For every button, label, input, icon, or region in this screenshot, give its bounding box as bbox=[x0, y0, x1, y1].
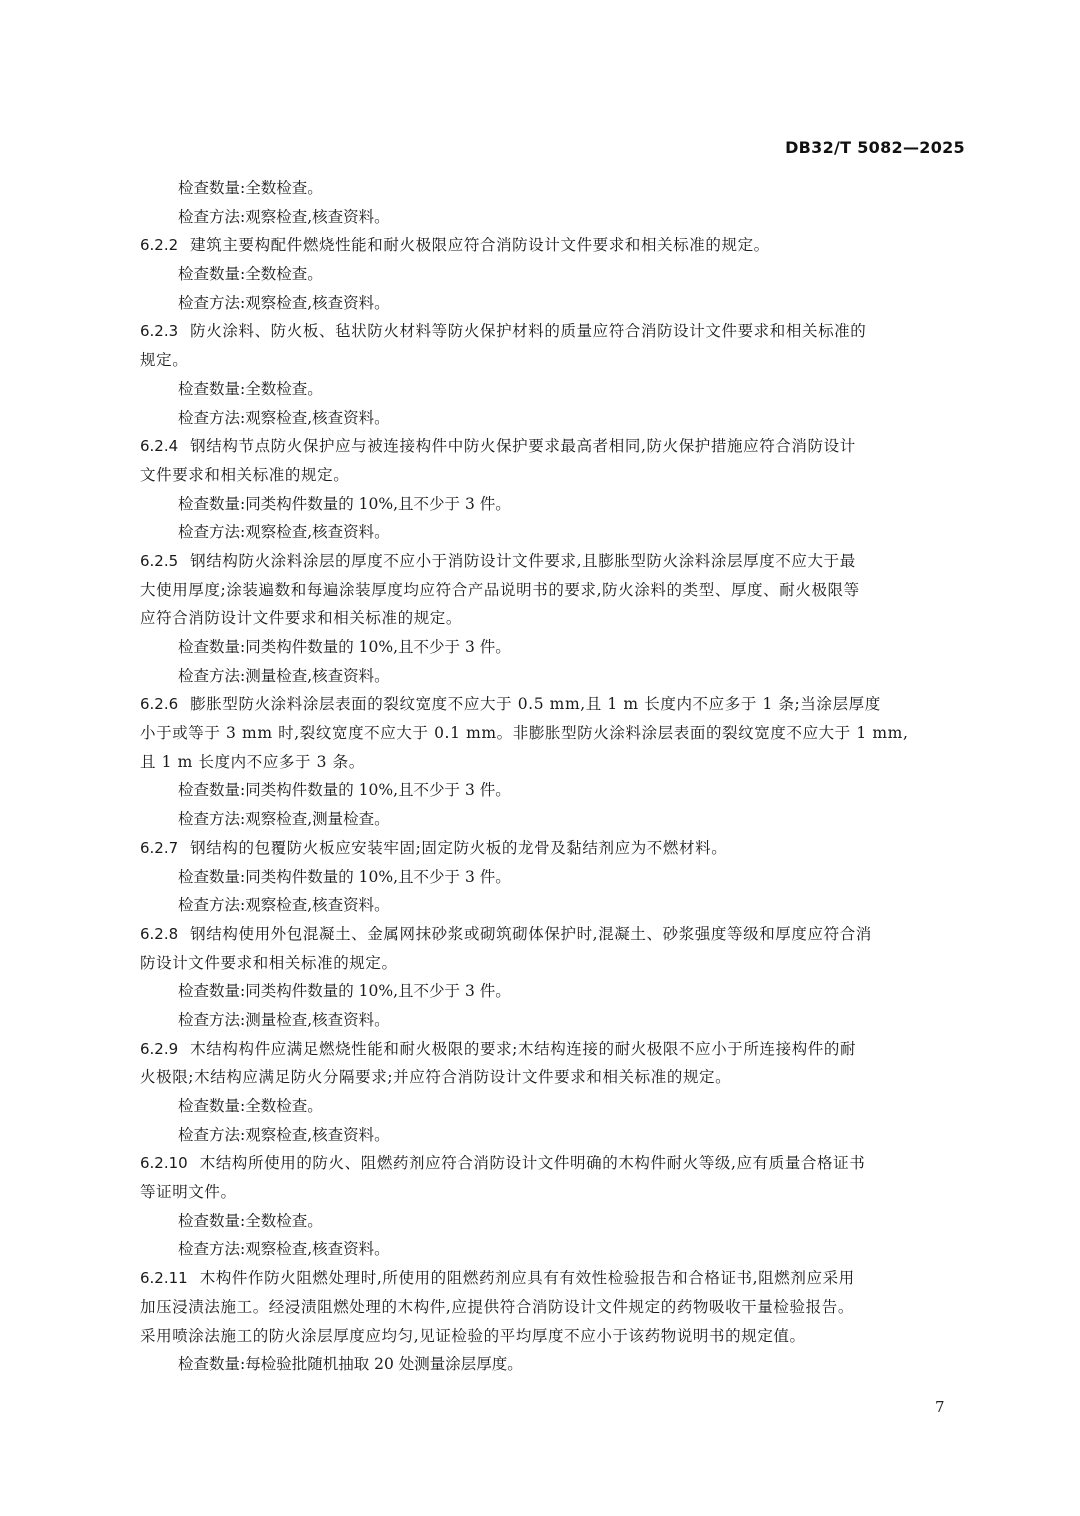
clause-continuation: 防设计文件要求和相关标准的规定。 bbox=[140, 953, 398, 972]
inspection-quantity: 检查数量:同类构件数量的 10%,且不少于 3 件。 bbox=[178, 494, 511, 513]
inspection-method: 检查方法:测量检查,核查资料。 bbox=[178, 666, 390, 685]
inspection-method: 检查方法:观察检查,核查资料。 bbox=[178, 408, 390, 427]
clause-text: 钢结构防火涂料涂层的厚度不应小于消防设计文件要求,且膨胀型防火涂料涂层厚度不应大于最 bbox=[190, 551, 856, 570]
clause-first-line bbox=[140, 1035, 966, 1064]
clause-first-line bbox=[140, 834, 966, 863]
clause-6-2-8 bbox=[140, 920, 966, 1035]
clause-first-line bbox=[140, 317, 966, 346]
clause-continuation: 加压浸渍法施工。经浸渍阻燃处理的木构件,应提供符合消防设计文件规定的药物吸收干量检验报告。 bbox=[140, 1297, 854, 1316]
clause-number: 6.2.2 bbox=[140, 236, 179, 255]
clause-continuation: 文件要求和相关标准的规定。 bbox=[140, 465, 350, 484]
clause-text: 木结构构件应满足燃烧性能和耐火极限的要求;木结构连接的耐火极限不应小于所连接构件的耐 bbox=[190, 1039, 857, 1058]
clause-6-2-9 bbox=[140, 1035, 966, 1150]
clause-continuation: 采用喷涂法施工的防火涂层厚度应均匀,见证检验的平均厚度不应小于该药物说明书的规定值。 bbox=[140, 1326, 806, 1345]
clause-first-line bbox=[140, 231, 966, 260]
clause-continuation: 规定。 bbox=[140, 351, 189, 370]
clause-6-2-7 bbox=[140, 834, 966, 920]
inspection-quantity: 检查数量:每检验批随机抽取 20 处测量涂层厚度。 bbox=[178, 1355, 523, 1374]
inspection-method: 检查方法:观察检查,核查资料。 bbox=[178, 523, 390, 542]
clause-6-2-10 bbox=[140, 1149, 966, 1264]
clause-first-line bbox=[140, 920, 966, 949]
clause-first-line bbox=[140, 547, 966, 576]
clause-6-2-11 bbox=[140, 1264, 966, 1379]
clause-continuation: 且 1 m 长度内不应多于 3 条。 bbox=[140, 752, 365, 771]
clause-number: 6.2.4 bbox=[140, 437, 179, 456]
clause-text: 木构件作防火阻燃处理时,所使用的阻燃药剂应具有有效性检验报告和合格证书,阻燃剂应采用 bbox=[199, 1269, 855, 1288]
clause-continuation: 小于或等于 3 mm 时,裂纹宽度不应大于 0.1 mm。非膨胀型防火涂料涂层表面的裂纹宽度不应大于 1 mm, bbox=[140, 724, 909, 743]
inspection-method: 检查方法:观察检查,核查资料。 bbox=[178, 1240, 390, 1259]
clause-6-2-2 bbox=[140, 231, 966, 317]
inspection-quantity: 检查数量:全数检查。 bbox=[178, 265, 323, 284]
clause-text: 木结构所使用的防火、阻燃药剂应符合消防设计文件明确的木构件耐火等级,应有质量合格证书 bbox=[199, 1154, 866, 1173]
inspection-quantity: 检查数量:同类构件数量的 10%,且不少于 3 件。 bbox=[178, 638, 511, 656]
clause-6-2-4 bbox=[140, 432, 966, 547]
inspection-method: 检查方法:观察检查,核查资料。 bbox=[178, 1125, 390, 1144]
clause-continuation: 大使用厚度;涂装遍数和每遍涂装厚度均应符合产品说明书的要求,防火涂料的类型、厚度、耐火极限等 bbox=[140, 580, 860, 599]
clause-6-2-3 bbox=[140, 317, 966, 432]
inspection-method: 检查方法:观察检查,核查资料。 bbox=[178, 293, 390, 312]
clause-continuation: 等证明文件。 bbox=[140, 1183, 237, 1202]
clause-first-line bbox=[140, 690, 966, 719]
clause-number: 6.2.9 bbox=[140, 1039, 179, 1058]
clause-6-2-6 bbox=[140, 690, 966, 833]
clause-first-line bbox=[140, 1149, 966, 1178]
inspection-method: 检查方法:观察检查,测量检查。 bbox=[178, 810, 390, 829]
clause-text: 防火涂料、防火板、毡状防火材料等防火保护材料的质量应符合消防设计文件要求和相关标准的 bbox=[190, 322, 867, 341]
clause-number: 6.2.10 bbox=[140, 1154, 188, 1173]
clause-text: 钢结构使用外包混凝土、金属网抹砂浆或砌筑砌体保护时,混凝土、砂浆强度等级和厚度应符合消 bbox=[190, 924, 872, 943]
inspection-quantity: 检查数量:全数检查。 bbox=[178, 179, 323, 197]
page-number: 7 bbox=[935, 1398, 945, 1416]
clause-first-line bbox=[140, 432, 966, 461]
clause-number: 6.2.6 bbox=[140, 695, 179, 714]
document-code: DB32/T 5082—2025 bbox=[785, 138, 965, 157]
clause-number: 6.2.3 bbox=[140, 322, 179, 341]
clause-text: 建筑主要构配件燃烧性能和耐火极限应符合消防设计文件要求和相关标准的规定。 bbox=[190, 236, 770, 255]
clause-text: 钢结构的包覆防火板应安装牢固;固定防火板的龙骨及黏结剂应为不燃材料。 bbox=[190, 838, 728, 857]
clause-continuation: 应符合消防设计文件要求和相关标准的规定。 bbox=[140, 609, 463, 628]
clause-6-2-5 bbox=[140, 547, 966, 690]
clause-number: 6.2.5 bbox=[140, 551, 179, 570]
clause-number: 6.2.8 bbox=[140, 924, 179, 943]
inspection-quantity: 检查数量:全数检查。 bbox=[178, 379, 323, 398]
document-body bbox=[140, 174, 966, 1379]
clause-number: 6.2.7 bbox=[140, 838, 179, 857]
inspection-quantity: 检查数量:全数检查。 bbox=[178, 1211, 323, 1230]
inspection-quantity: 检查数量:同类构件数量的 10%,且不少于 3 件。 bbox=[178, 982, 511, 1001]
inspection-method: 检查方法:测量检查,核查资料。 bbox=[178, 1010, 390, 1029]
inspection-method: 检查方法:观察检查,核查资料。 bbox=[178, 896, 390, 915]
clause-text: 膨胀型防火涂料涂层表面的裂纹宽度不应大于 0.5 mm,且 1 m 长度内不应多于 1 条;当涂层厚度 bbox=[190, 695, 881, 714]
inspection-quantity: 检查数量:同类构件数量的 10%,且不少于 3 件。 bbox=[178, 781, 511, 800]
inspection-quantity: 检查数量:全数检查。 bbox=[178, 1097, 323, 1115]
inspection-quantity: 检查数量:同类构件数量的 10%,且不少于 3 件。 bbox=[178, 867, 511, 886]
clause-number: 6.2.11 bbox=[140, 1269, 188, 1288]
clause-first-line bbox=[140, 1264, 966, 1293]
clause-text: 钢结构节点防火保护应与被连接构件中防火保护要求最高者相同,防火保护措施应符合消防设计 bbox=[190, 437, 856, 456]
clause-continuation: 火极限;木结构应满足防火分隔要求;并应符合消防设计文件要求和相关标准的规定。 bbox=[140, 1068, 732, 1087]
inspection-method: 检查方法:观察检查,核查资料。 bbox=[178, 207, 390, 226]
